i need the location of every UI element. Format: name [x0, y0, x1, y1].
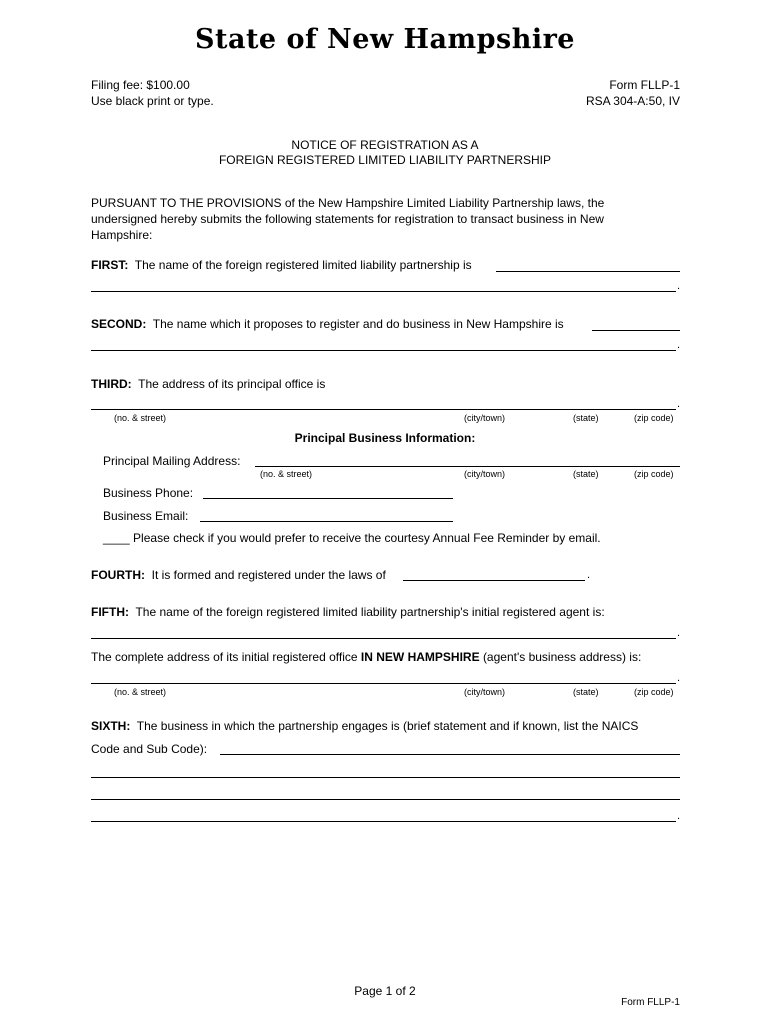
intro-line-2: undersigned hereby submits the following statements for registration to transact business in New	[91, 212, 604, 226]
rsa-reference: RSA 304-A:50, IV	[585, 94, 680, 108]
third-text: The address of its principal office is	[138, 377, 326, 391]
sixth-text: The business in which the partnership engages is (brief statement and if known, list the NAICS	[136, 719, 639, 733]
filing-fee: Filing fee: $100.00	[91, 78, 190, 92]
nh-name-field-line2[interactable]	[91, 350, 676, 351]
period-mark: .	[677, 398, 681, 410]
notice-heading-line1: NOTICE OF REGISTRATION AS A	[291, 138, 479, 152]
registered-office-text-bold: IN NEW HAMPSHIRE	[360, 650, 480, 664]
sixth-section	[91, 719, 638, 733]
caption-city: (city/town)	[464, 469, 506, 479]
footer-form-id: Form FLLP-1	[621, 997, 680, 1008]
caption-city: (city/town)	[464, 413, 506, 423]
business-phone-field[interactable]	[203, 498, 453, 499]
second-section	[91, 317, 564, 331]
fourth-text: It is formed and registered under the laws of	[151, 568, 386, 582]
caption-street: (no. & street)	[114, 687, 167, 697]
registered-agent-field[interactable]	[91, 638, 676, 639]
caption-zip: (zip code)	[634, 469, 674, 479]
sixth-text-line2: Code and Sub Code):	[91, 742, 208, 756]
business-purpose-field-line2[interactable]	[91, 777, 680, 778]
principal-office-address-field[interactable]	[91, 409, 676, 410]
fifth-text: The name of the foreign registered limited liability partnership's initial registered agent is:	[135, 605, 605, 619]
caption-state: (state)	[573, 413, 599, 423]
email-reminder-checkbox[interactable]: ____	[103, 531, 130, 545]
third-label: THIRD:	[91, 377, 132, 391]
second-text: The name which it proposes to register and do business in New Hampshire is	[152, 317, 564, 331]
first-text: The name of the foreign registered limited liability partnership is	[134, 258, 472, 272]
period-mark: .	[677, 339, 681, 351]
caption-state: (state)	[573, 687, 599, 697]
business-phone-label: Business Phone:	[103, 486, 194, 500]
page-number: Page 1 of 2	[354, 984, 416, 998]
fourth-label: FOURTH:	[91, 568, 145, 582]
fourth-section	[91, 568, 386, 582]
caption-state: (state)	[573, 469, 599, 479]
print-instruction: Use black print or type.	[91, 94, 214, 108]
llp-name-field-line2[interactable]	[91, 291, 676, 292]
first-label: FIRST:	[91, 258, 129, 272]
first-section	[91, 258, 472, 272]
fifth-section	[91, 605, 605, 619]
llp-name-field[interactable]	[496, 271, 680, 272]
fifth-label: FIFTH:	[91, 605, 129, 619]
registered-office-address-field[interactable]	[91, 683, 676, 684]
business-email-label: Business Email:	[103, 509, 189, 523]
state-title: State of New Hampshire	[195, 24, 575, 55]
form-id: Form FLLP-1	[609, 78, 680, 92]
email-reminder-text: Please check if you would prefer to receive the courtesy Annual Fee Reminder by email.	[133, 531, 601, 545]
nh-name-field[interactable]	[592, 330, 680, 331]
registered-office-text	[91, 650, 641, 664]
email-reminder-option	[103, 531, 601, 545]
business-purpose-field-line4[interactable]	[91, 821, 676, 822]
business-purpose-field-line3[interactable]	[91, 799, 680, 800]
period-mark: .	[677, 280, 681, 292]
period-mark: .	[587, 569, 591, 581]
third-section	[91, 377, 325, 391]
period-mark: .	[677, 627, 681, 639]
mailing-address-field[interactable]	[255, 466, 680, 467]
business-purpose-field[interactable]	[220, 754, 680, 755]
second-label: SECOND:	[91, 317, 147, 331]
caption-street: (no. & street)	[114, 413, 167, 423]
jurisdiction-field[interactable]	[403, 580, 585, 581]
caption-street: (no. & street)	[260, 469, 313, 479]
intro-line-3: Hampshire:	[91, 228, 153, 242]
sixth-label: SIXTH:	[91, 719, 131, 733]
principal-info-heading: Principal Business Information:	[294, 431, 476, 445]
period-mark: .	[677, 810, 681, 822]
business-email-field[interactable]	[200, 521, 453, 522]
registered-office-text-after: (agent's business address) is:	[482, 650, 642, 664]
intro-line-1: PURSUANT TO THE PROVISIONS of the New Hampshire Limited Liability Partnership laws, the	[91, 196, 605, 210]
caption-city: (city/town)	[464, 687, 506, 697]
mailing-address-label: Principal Mailing Address:	[103, 454, 241, 468]
registered-office-text-before: The complete address of its initial registered office	[91, 650, 358, 664]
caption-zip: (zip code)	[634, 687, 674, 697]
notice-heading-line2: FOREIGN REGISTERED LIMITED LIABILITY PARTNERSHIP	[218, 153, 552, 167]
caption-zip: (zip code)	[634, 413, 674, 423]
period-mark: .	[677, 672, 681, 684]
